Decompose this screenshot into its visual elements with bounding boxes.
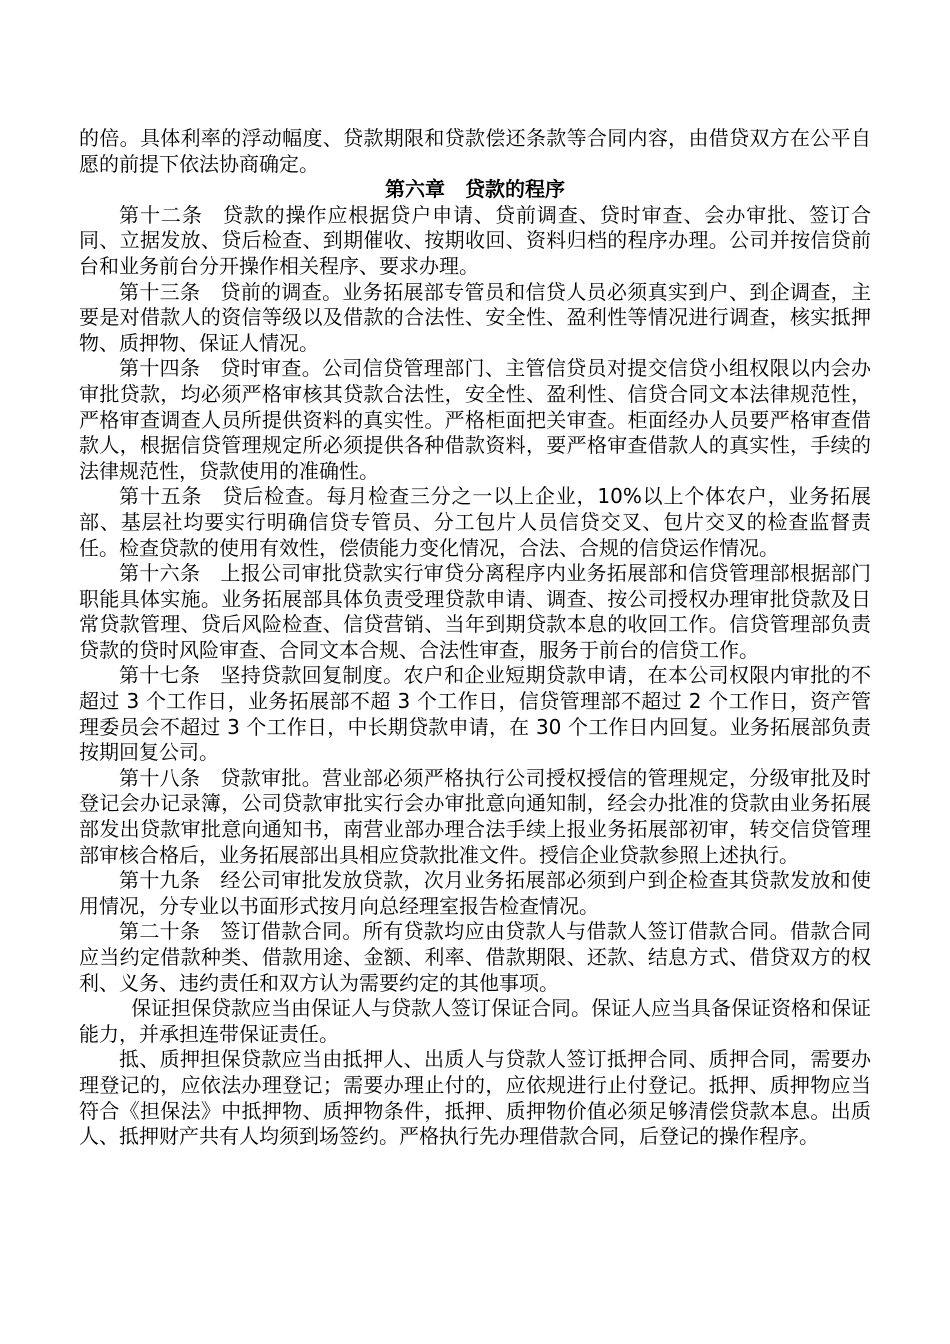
article-number: 第十二条 xyxy=(119,202,203,227)
article-number: 第十八条 xyxy=(119,765,201,790)
article-text: 贷款审批。营业部必须严格执行公司授权授信的管理规定，分级审批及时登记会办记录簿，公司贷款审批实行会办审批意向通知制，经会办批准的贷款由业务拓展部发出贷款审批意向通知书，南营业部办理合法手续上报业务拓展部初审，转交信贷管理部审核合格后，业务拓展部出具相应贷款批准文件。授信企业贷款参照上述执行。 xyxy=(79,765,872,867)
article-20 xyxy=(79,919,871,996)
article-number: 第十六条 xyxy=(119,561,201,586)
article-number: 第十五条 xyxy=(119,484,203,509)
pledge-paragraph: 抵、质押担保贷款应当由抵押人、出质人与贷款人签订抵押合同、质押合同，需要办理登记的，应依法办理登记；需要办理止付的，应依规进行止付登记。抵押、质押物应当符合《担保法》中抵押物、质押物条件，抵押、质押物价值必须足够清偿贷款本息。出质人、抵押财产共有人均须到场签约。严格执行先办理借款合同，后登记的操作程序。 xyxy=(79,1047,871,1149)
article-19 xyxy=(79,868,871,919)
article-15 xyxy=(79,484,871,561)
article-18 xyxy=(79,766,871,868)
article-text: 贷时审查。公司信贷管理部门、主管信贷员对提交信贷小组权限以内会办审批贷款，均必须严格审核其贷款合法性，安全性、盈利性、信贷合同文本法律规范性，严格审查调查人员所提供资料的真实性。严格柜面把关审查。柜面经办人员要严格审查借款人，根据信贷管理规定所必须提供各种借款资料，要严格审查借款人的真实性，手续的法律规范性，贷款使用的准确性。 xyxy=(79,356,872,483)
article-number: 第十四条 xyxy=(119,356,201,381)
article-text: 贷前的调查。业务拓展部专管员和信贷人员必须真实到户、到企调查，主要是对借款人的资信等级以及借款的合法性、安全性、盈利性等情况进行调查，核实抵押物、质押物、保证人情况。 xyxy=(79,279,872,355)
document-page xyxy=(79,126,871,1150)
article-16 xyxy=(79,561,871,663)
article-17 xyxy=(79,663,871,765)
article-14 xyxy=(79,356,871,484)
article-text: 签订借款合同。所有贷款均应由贷款人与借款人签订借款合同。借款合同应当约定借款种类、借款用途、金额、利率、借款期限、还款、结息方式、借贷双方的权利、义务、违约责任和双方认为需要约定的其他事项。 xyxy=(79,919,872,995)
chapter-heading: 第六章 贷款的程序 xyxy=(385,177,565,202)
article-13 xyxy=(79,280,871,357)
article-number: 第十三条 xyxy=(119,279,201,304)
article-text: 坚持贷款回复制度。农户和企业短期贷款申请，在本公司权限内审批的不超过 3 个工作日，业务拓展部不超 3 个工作日，信贷管理部不超过 2 个工作日，资产管理委员会不超过 3 个工作日，中长期贷款申请，在 30 个工作日内回复。业务拓展部负责按期回复公司。 xyxy=(79,663,872,765)
opening-paragraph: 的倍。具体利率的浮动幅度、贷款期限和贷款偿还条款等合同内容，由借贷双方在公平自愿的前提下依法协商确定。 xyxy=(79,126,871,176)
article-number: 第十七条 xyxy=(119,663,201,688)
article-number: 第二十条 xyxy=(119,919,201,944)
article-text: 贷款的操作应根据贷户申请、贷前调查、贷时审查、会办审批、签订合同、立据发放、贷后检查、到期催收、按期收回、资料归档的程序办理。公司并按信贷前台和业务前台分开操作相关程序、要求办理。 xyxy=(79,202,872,278)
article-number: 第十九条 xyxy=(119,868,201,893)
article-text: 经公司审批发放贷款，次月业务拓展部必须到户到企检查其贷款发放和使用情况，分专业以书面形式按月向总经理室报告检查情况。 xyxy=(79,868,872,918)
article-text: 上报公司审批贷款实行审贷分离程序内业务拓展部和信贷管理部根据部门职能具体实施。业务拓展部具体负责受理贷款申请、调查、按公司授权办理审批贷款及日常贷款管理、贷后风险检查、信贷营销、当年到期贷款本息的收回工作。信贷管理部负责贷款的贷时风险审查、合同文本合规、合法性审查，服务于前台的信贷工作。 xyxy=(79,561,872,662)
guarantee-paragraph: 保证担保贷款应当由保证人与贷款人签订保证合同。保证人应当具备保证资格和保证能力，并承担连带保证责任。 xyxy=(79,996,871,1046)
article-text: 贷后检查。每月检查三分之一以上企业，10%以上个体农户，业务拓展部、基层社均要实行明确信贷专管员、分工包片人员信贷交叉、包片交叉的检查监督责任。检查贷款的使用有效性，偿债能力变化情况，合法、合规的信贷运作情况。 xyxy=(79,484,872,560)
article-12 xyxy=(79,203,871,280)
